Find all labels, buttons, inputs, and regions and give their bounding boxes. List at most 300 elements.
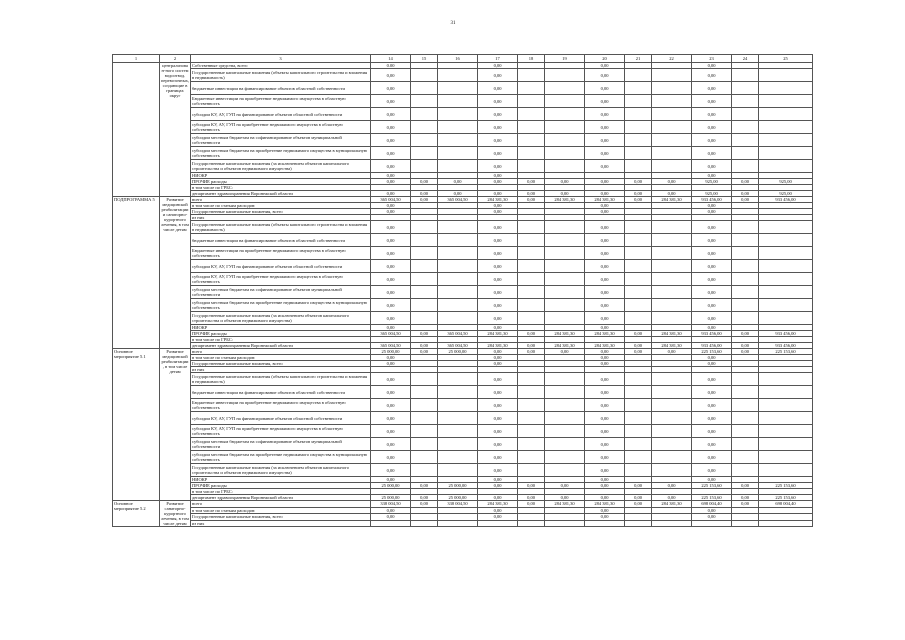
- expense-item-label: субсидии КУ, АУ, ГУП на финансирование объектов областной собственности: [191, 108, 371, 121]
- table-row: [113, 373, 813, 386]
- amount-cell: 284 381,30: [545, 331, 585, 337]
- amount-cell: [759, 134, 813, 147]
- amount-cell: [625, 121, 652, 134]
- amount-cell: [518, 121, 545, 134]
- amount-cell: [625, 134, 652, 147]
- amount-cell: [438, 412, 478, 425]
- amount-cell: 0,00: [478, 286, 518, 299]
- table-row: [113, 247, 813, 260]
- amount-cell: 0,00: [478, 483, 518, 489]
- amount-cell: 0,00: [585, 260, 625, 273]
- amount-cell: [518, 399, 545, 412]
- amount-cell: 0,00: [478, 299, 518, 312]
- amount-cell: 338 004,50: [371, 501, 411, 508]
- column-number-header: 21: [625, 55, 652, 63]
- amount-cell: [759, 425, 813, 438]
- amount-cell: 933 456,00: [759, 197, 813, 203]
- budget-table-sheet: [112, 54, 812, 527]
- amount-cell: 0,00: [585, 82, 625, 95]
- amount-cell: 0,00: [652, 495, 692, 501]
- amount-cell: 0,00: [585, 325, 625, 331]
- amount-cell: 0,00: [478, 63, 518, 69]
- table-row: [113, 464, 813, 477]
- amount-cell: 0,00: [518, 349, 545, 355]
- amount-cell: [652, 234, 692, 247]
- amount-cell: 0,00: [478, 179, 518, 185]
- amount-cell: 0,00: [371, 355, 411, 361]
- amount-cell: 0,00: [371, 191, 411, 197]
- amount-cell: [478, 520, 518, 527]
- amount-cell: 0,00: [478, 464, 518, 477]
- amount-cell: 0,00: [625, 483, 652, 489]
- amount-cell: 0,00: [371, 477, 411, 483]
- column-number-header: 23: [692, 55, 732, 63]
- amount-cell: [759, 399, 813, 412]
- table-row: [113, 299, 813, 312]
- amount-cell: [732, 425, 759, 438]
- expense-item-label: НИОКР: [191, 325, 371, 331]
- amount-cell: [411, 221, 438, 234]
- amount-cell: [545, 69, 585, 82]
- amount-cell: [732, 134, 759, 147]
- amount-cell: 0,00: [518, 197, 545, 203]
- amount-cell: [411, 273, 438, 286]
- amount-cell: 0,00: [692, 95, 732, 108]
- amount-cell: [518, 412, 545, 425]
- amount-cell: 0,00: [732, 197, 759, 203]
- amount-cell: [545, 299, 585, 312]
- column-number-header: 25: [759, 55, 813, 63]
- amount-cell: 0,00: [478, 69, 518, 82]
- amount-cell: 933 456,00: [759, 343, 813, 349]
- amount-cell: [652, 299, 692, 312]
- amount-cell: [759, 95, 813, 108]
- amount-cell: 25 000,00: [438, 483, 478, 489]
- amount-cell: 0,00: [692, 477, 732, 483]
- amount-cell: [732, 260, 759, 273]
- amount-cell: 0,00: [478, 507, 518, 514]
- amount-cell: 0,00: [478, 386, 518, 399]
- amount-cell: 0,00: [585, 386, 625, 399]
- amount-cell: [732, 438, 759, 451]
- table-row: [113, 82, 813, 95]
- expense-item-label: субсидии КУ, АУ, ГУП на приобретение недвижимого имущества в областную собственность: [191, 425, 371, 438]
- amount-cell: [759, 312, 813, 325]
- table-row: [113, 386, 813, 399]
- amount-cell: 25 000,00: [438, 349, 478, 355]
- amount-cell: 0,00: [545, 349, 585, 355]
- amount-cell: [438, 273, 478, 286]
- amount-cell: [625, 451, 652, 464]
- amount-cell: 0,00: [478, 495, 518, 501]
- amount-cell: 284 381,30: [545, 197, 585, 203]
- table-body: [113, 63, 813, 527]
- expense-item-label: бюджетные инвестиции на финансирование объектов областной собственности: [191, 386, 371, 399]
- amount-cell: [518, 373, 545, 386]
- amount-cell: 225 153,60: [692, 495, 732, 501]
- amount-cell: 933 456,00: [692, 331, 732, 337]
- amount-cell: 0,00: [692, 147, 732, 160]
- amount-cell: 0,00: [585, 514, 625, 521]
- amount-cell: [438, 464, 478, 477]
- table-row: [113, 451, 813, 464]
- amount-cell: 0,00: [625, 179, 652, 185]
- amount-cell: [625, 399, 652, 412]
- amount-cell: [759, 438, 813, 451]
- amount-cell: [732, 221, 759, 234]
- amount-cell: 0,00: [411, 495, 438, 501]
- amount-cell: 0,00: [478, 173, 518, 179]
- amount-cell: [652, 160, 692, 173]
- amount-cell: 0,00: [585, 234, 625, 247]
- expense-item-label: всего: [191, 501, 371, 508]
- amount-cell: [759, 286, 813, 299]
- amount-cell: [732, 273, 759, 286]
- amount-cell: [411, 373, 438, 386]
- table-row: [113, 221, 813, 234]
- amount-cell: [545, 273, 585, 286]
- amount-cell: 0,00: [585, 147, 625, 160]
- amount-cell: 0,00: [732, 501, 759, 508]
- expense-item-label: в том числе по статьям расходов:: [191, 507, 371, 514]
- amount-cell: 0,00: [585, 160, 625, 173]
- amount-cell: 0,00: [625, 495, 652, 501]
- amount-cell: 0,00: [585, 464, 625, 477]
- amount-cell: 0,00: [692, 514, 732, 521]
- amount-cell: [625, 286, 652, 299]
- amount-cell: [438, 69, 478, 82]
- amount-cell: [518, 147, 545, 160]
- amount-cell: [411, 399, 438, 412]
- amount-cell: 0,00: [478, 147, 518, 160]
- amount-cell: 933 456,00: [692, 343, 732, 349]
- amount-cell: 0,00: [625, 343, 652, 349]
- amount-cell: [411, 464, 438, 477]
- amount-cell: [625, 299, 652, 312]
- expense-item-label: всего: [191, 197, 371, 203]
- amount-cell: [625, 247, 652, 260]
- amount-cell: 0,00: [585, 221, 625, 234]
- amount-cell: 225 153,60: [692, 483, 732, 489]
- amount-cell: [652, 273, 692, 286]
- amount-cell: 0,00: [692, 108, 732, 121]
- amount-cell: 0,00: [585, 399, 625, 412]
- table-row: [113, 273, 813, 286]
- amount-cell: [732, 386, 759, 399]
- amount-cell: [732, 160, 759, 173]
- amount-cell: 0,00: [371, 464, 411, 477]
- budget-table: [112, 54, 813, 527]
- amount-cell: 365 004,50: [371, 197, 411, 203]
- amount-cell: 284 381,30: [585, 197, 625, 203]
- amount-cell: [518, 69, 545, 82]
- amount-cell: 365 004,50: [371, 331, 411, 337]
- amount-cell: [545, 82, 585, 95]
- amount-cell: [652, 134, 692, 147]
- amount-cell: 0,00: [411, 191, 438, 197]
- amount-cell: [625, 234, 652, 247]
- amount-cell: 225 153,60: [692, 349, 732, 355]
- amount-cell: [732, 95, 759, 108]
- program-name-cell: Развитие медицинской реабилитации, в том числе детям: [160, 349, 191, 501]
- amount-cell: 0,00: [692, 82, 732, 95]
- amount-cell: [371, 520, 411, 527]
- amount-cell: 365 004,50: [438, 197, 478, 203]
- amount-cell: 0,00: [692, 438, 732, 451]
- amount-cell: 0,00: [371, 95, 411, 108]
- amount-cell: [545, 134, 585, 147]
- expense-item-label: Государственные капитальные вложения (за исключением объектов капитального строительства и объектов недвижимого имущества): [191, 160, 371, 173]
- amount-cell: [438, 82, 478, 95]
- column-number-header: 22: [652, 55, 692, 63]
- amount-cell: 0,00: [371, 260, 411, 273]
- amount-cell: [411, 425, 438, 438]
- table-row: [113, 331, 813, 337]
- amount-cell: 0,00: [478, 273, 518, 286]
- amount-cell: [438, 247, 478, 260]
- amount-cell: 365 004,50: [438, 343, 478, 349]
- amount-cell: 0,00: [585, 108, 625, 121]
- amount-cell: [438, 425, 478, 438]
- amount-cell: [732, 312, 759, 325]
- amount-cell: 0,00: [625, 191, 652, 197]
- amount-cell: [438, 299, 478, 312]
- amount-cell: 0,00: [732, 179, 759, 185]
- amount-cell: 0,00: [518, 483, 545, 489]
- amount-cell: 284 381,30: [478, 331, 518, 337]
- amount-cell: 0,00: [585, 191, 625, 197]
- amount-cell: [759, 299, 813, 312]
- amount-cell: [545, 160, 585, 173]
- amount-cell: [411, 286, 438, 299]
- amount-cell: [518, 82, 545, 95]
- amount-cell: 0,00: [732, 331, 759, 337]
- amount-cell: [518, 234, 545, 247]
- amount-cell: [438, 160, 478, 173]
- amount-cell: 25 000,00: [438, 495, 478, 501]
- amount-cell: 365 004,50: [371, 343, 411, 349]
- amount-cell: [545, 234, 585, 247]
- amount-cell: 0,00: [371, 147, 411, 160]
- expense-item-label: Государственные капитальные вложения (объекты капитального строительства и вложения в недвижимость): [191, 373, 371, 386]
- table-row: [113, 483, 813, 489]
- amount-cell: 0,00: [478, 361, 518, 367]
- amount-cell: 0,00: [371, 312, 411, 325]
- amount-cell: 0,00: [371, 373, 411, 386]
- amount-cell: 0,00: [478, 412, 518, 425]
- amount-cell: 0,00: [478, 234, 518, 247]
- amount-cell: 0,00: [585, 451, 625, 464]
- amount-cell: [652, 247, 692, 260]
- page-number: 31: [450, 21, 456, 26]
- amount-cell: [438, 134, 478, 147]
- amount-cell: [652, 451, 692, 464]
- amount-cell: [652, 95, 692, 108]
- amount-cell: [518, 95, 545, 108]
- amount-cell: 0,00: [371, 173, 411, 179]
- amount-cell: 0,00: [478, 373, 518, 386]
- amount-cell: 0,00: [371, 507, 411, 514]
- expense-item-label: в том числе по статьям расходов:: [191, 355, 371, 361]
- amount-cell: [759, 520, 813, 527]
- amount-cell: 925,00: [692, 191, 732, 197]
- amount-cell: 0,00: [692, 361, 732, 367]
- amount-cell: 0,00: [478, 425, 518, 438]
- amount-cell: [545, 221, 585, 234]
- amount-cell: [652, 373, 692, 386]
- amount-cell: 0,00: [692, 373, 732, 386]
- program-code-cell: [113, 63, 160, 197]
- amount-cell: 0,00: [371, 234, 411, 247]
- amount-cell: 0,00: [438, 191, 478, 197]
- amount-cell: 284 381,30: [652, 343, 692, 349]
- table-row: [113, 121, 813, 134]
- amount-cell: 0,00: [625, 501, 652, 508]
- amount-cell: [518, 160, 545, 173]
- column-number-header: 17: [478, 55, 518, 63]
- amount-cell: [411, 108, 438, 121]
- amount-cell: [411, 247, 438, 260]
- expense-item-label: Бюджетные инвестиции на приобретение недвижимого имущества в областную собственность: [191, 399, 371, 412]
- amount-cell: [625, 412, 652, 425]
- amount-cell: [438, 451, 478, 464]
- amount-cell: 0,00: [692, 173, 732, 179]
- amount-cell: [759, 160, 813, 173]
- amount-cell: [759, 451, 813, 464]
- amount-cell: [545, 520, 585, 527]
- amount-cell: [411, 121, 438, 134]
- amount-cell: 0,00: [478, 134, 518, 147]
- amount-cell: 0,00: [478, 209, 518, 215]
- amount-cell: 0,00: [585, 412, 625, 425]
- amount-cell: [625, 221, 652, 234]
- amount-cell: 0,00: [585, 438, 625, 451]
- amount-cell: 0,00: [585, 273, 625, 286]
- amount-cell: 0,00: [692, 63, 732, 69]
- amount-cell: [625, 82, 652, 95]
- amount-cell: 0,00: [585, 507, 625, 514]
- amount-cell: 0,00: [411, 501, 438, 508]
- amount-cell: [652, 425, 692, 438]
- expense-item-label: субсидии местным бюджетам на приобретение недвижимого имущества в муниципальную собственность: [191, 451, 371, 464]
- amount-cell: [545, 121, 585, 134]
- amount-cell: 284 381,30: [652, 331, 692, 337]
- amount-cell: [759, 273, 813, 286]
- amount-cell: 0,00: [478, 312, 518, 325]
- amount-cell: [545, 412, 585, 425]
- amount-cell: 0,00: [692, 412, 732, 425]
- amount-cell: 0,00: [411, 331, 438, 337]
- amount-cell: 0,00: [371, 69, 411, 82]
- table-row: [113, 160, 813, 173]
- amount-cell: 0,00: [518, 191, 545, 197]
- amount-cell: 0,00: [545, 495, 585, 501]
- amount-cell: [518, 451, 545, 464]
- expense-item-label: субсидии КУ, АУ, ГУП на финансирование объектов областной собственности: [191, 412, 371, 425]
- amount-cell: [411, 147, 438, 160]
- amount-cell: 925,00: [759, 191, 813, 197]
- amount-cell: 0,00: [371, 160, 411, 173]
- amount-cell: [518, 134, 545, 147]
- amount-cell: 0,00: [692, 273, 732, 286]
- amount-cell: [652, 147, 692, 160]
- amount-cell: 0,00: [518, 179, 545, 185]
- amount-cell: 0,00: [371, 438, 411, 451]
- column-number-row: [113, 55, 813, 63]
- amount-cell: [652, 108, 692, 121]
- column-number-header: 3: [191, 55, 371, 63]
- amount-cell: [732, 399, 759, 412]
- amount-cell: [759, 69, 813, 82]
- expense-item-label: субсидии местным бюджетам на приобретение недвижимого имущества в муниципальную собственность: [191, 299, 371, 312]
- column-number-header: 2: [160, 55, 191, 63]
- program-name-cell: централизован-ного систем водоотвод. перевозочных, создающие в границах округ: [160, 63, 191, 197]
- expense-item-label: Государственные капитальные вложения (объекты капитального строительства и вложения в недвижимость): [191, 221, 371, 234]
- amount-cell: 0,00: [518, 331, 545, 337]
- amount-cell: [545, 95, 585, 108]
- expense-item-label: субсидии местным бюджетам на софинансирование объектов муниципальной собственности: [191, 286, 371, 299]
- amount-cell: 0,00: [371, 82, 411, 95]
- amount-cell: 284 381,30: [585, 343, 625, 349]
- amount-cell: [652, 412, 692, 425]
- amount-cell: 284 381,30: [545, 343, 585, 349]
- amount-cell: 0,00: [478, 438, 518, 451]
- amount-cell: 0,00: [692, 69, 732, 82]
- amount-cell: [438, 121, 478, 134]
- amount-cell: 0,00: [585, 209, 625, 215]
- amount-cell: 284 381,30: [478, 501, 518, 508]
- amount-cell: 0,00: [371, 361, 411, 367]
- column-number-header: 24: [732, 55, 759, 63]
- amount-cell: 0,00: [518, 501, 545, 508]
- amount-cell: 0,00: [478, 349, 518, 355]
- amount-cell: [545, 373, 585, 386]
- amount-cell: [518, 273, 545, 286]
- amount-cell: 225 153,60: [759, 483, 813, 489]
- amount-cell: [438, 373, 478, 386]
- amount-cell: [625, 438, 652, 451]
- amount-cell: [545, 438, 585, 451]
- amount-cell: 0,00: [692, 425, 732, 438]
- amount-cell: [438, 95, 478, 108]
- amount-cell: 0,00: [585, 312, 625, 325]
- table-row: [113, 343, 813, 349]
- amount-cell: 0,00: [732, 349, 759, 355]
- amount-cell: [545, 260, 585, 273]
- amount-cell: [732, 108, 759, 121]
- amount-cell: [652, 82, 692, 95]
- amount-cell: [732, 451, 759, 464]
- amount-cell: [545, 399, 585, 412]
- table-row: [113, 108, 813, 121]
- amount-cell: 0,00: [692, 121, 732, 134]
- amount-cell: 0,00: [652, 483, 692, 489]
- amount-cell: 0,00: [371, 514, 411, 521]
- amount-cell: 338 004,50: [438, 501, 478, 508]
- amount-cell: 0,00: [371, 121, 411, 134]
- amount-cell: [545, 108, 585, 121]
- amount-cell: [545, 247, 585, 260]
- table-row: [113, 95, 813, 108]
- amount-cell: [625, 147, 652, 160]
- amount-cell: [545, 451, 585, 464]
- amount-cell: [625, 425, 652, 438]
- amount-cell: [411, 299, 438, 312]
- amount-cell: 0,00: [478, 121, 518, 134]
- amount-cell: [518, 520, 545, 527]
- expense-item-label: в том числе по ГРБС:: [191, 489, 371, 495]
- amount-cell: 0,00: [585, 495, 625, 501]
